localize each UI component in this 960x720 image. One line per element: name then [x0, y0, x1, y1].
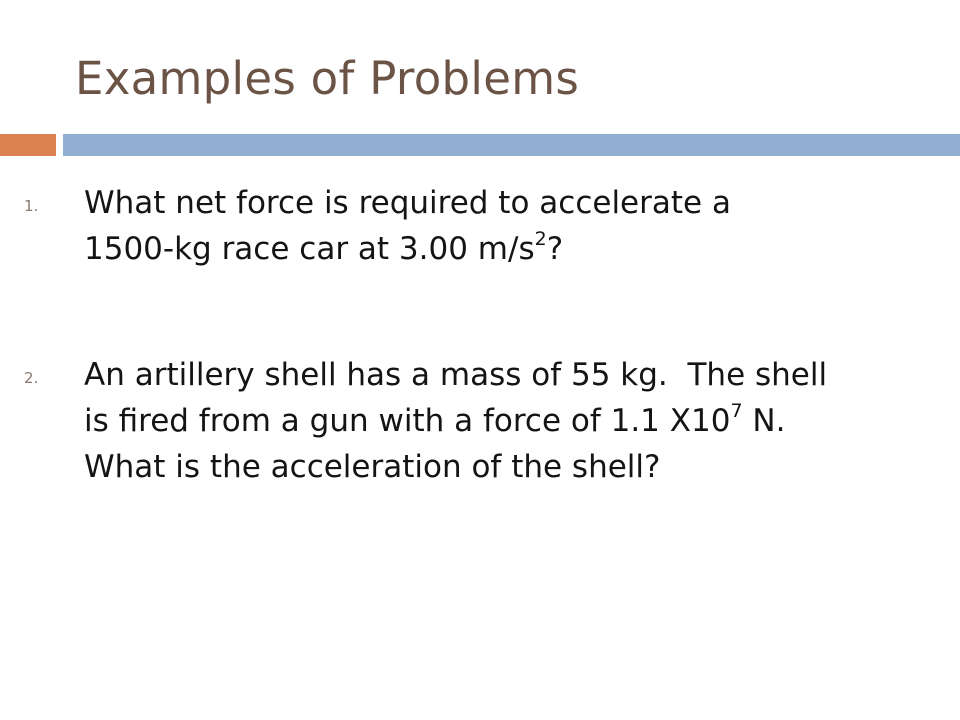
problem-line: What is the acceleration of the shell?: [84, 449, 661, 485]
problem-number: 1.: [24, 197, 39, 215]
problem-line-text: N.: [742, 403, 786, 439]
problem-line-text: is fired from a gun with a force of 1.1 X10: [84, 403, 731, 439]
problem-line: [84, 226, 944, 272]
problem-line-text: 1500-kg race car at 3.00 m/s: [84, 231, 535, 267]
problem-text: [84, 180, 944, 272]
problem-line: An artillery shell has a mass of 55 kg. The shell: [84, 357, 828, 393]
problem-number: 2.: [24, 369, 39, 387]
superscript-exponent: 7: [730, 400, 743, 422]
problem-line-text: ?: [546, 231, 564, 267]
problem-text: [84, 352, 944, 490]
problem-line: [84, 398, 944, 444]
problem-line: What net force is required to accelerate a: [84, 185, 731, 221]
superscript-exponent: 2: [534, 228, 547, 250]
accent-bar: [0, 134, 56, 156]
slide-title: Examples of Problems: [75, 52, 580, 105]
header-bar: [63, 134, 960, 156]
